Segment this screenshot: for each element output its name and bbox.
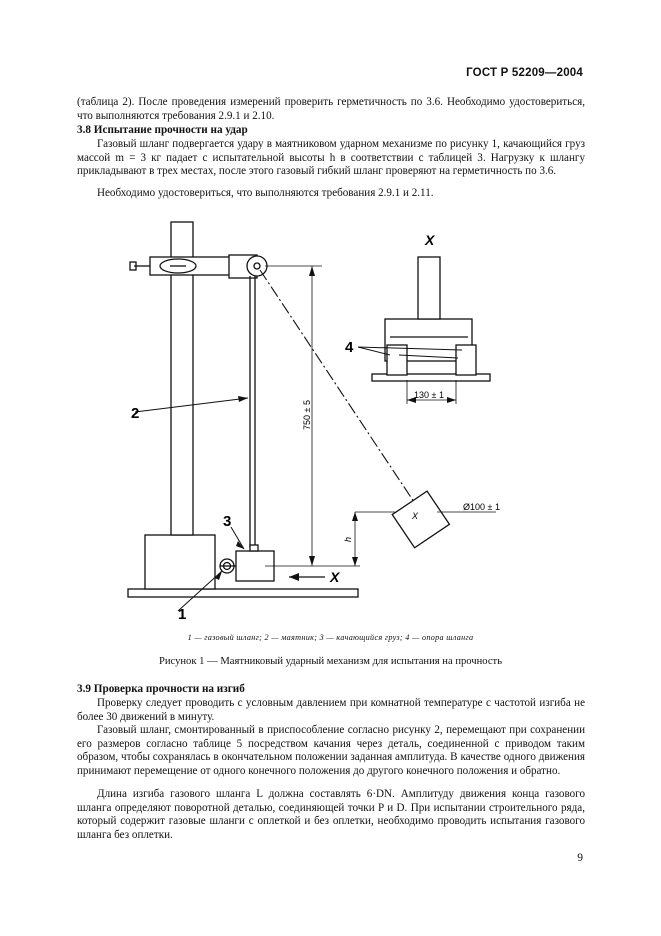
support-left [387, 345, 407, 375]
page-number: 9 [577, 852, 583, 864]
figure-caption: Рисунок 1 — Маятниковый ударный механизм для испытания на прочность [158, 656, 503, 667]
document-header: ГОСТ Р 52209—2004 [466, 67, 583, 79]
label-x-weight: X [412, 511, 419, 521]
label-750: 750 ± 5 [302, 400, 312, 430]
section-3-9-paragraph-3: Длина изгиба газового шланга L должна составлять 6·DN. Амплитуду движения конца газового шланга определяют поворотной деталью, соединяющей точки P и D. При испытании строительного ряда, который содержит газовые шланги с оплеткой и без оплетки, необходимо проводить испытания газового шланга без оплетки. [77, 788, 585, 842]
label-x-top: X [425, 232, 435, 248]
label-x-bottom: X [330, 569, 340, 585]
label-2: 2 [131, 405, 140, 422]
pivot [247, 256, 267, 276]
figure-pendulum-impact-mechanism [0, 220, 661, 625]
section-3-8-paragraph-1: Газовый шланг подвергается удару в маятниковом ударном механизме по рисунку 1, качающийся груз массой m = 3 кг падает с испытательной высоты h в соответствии с таблицей 3. Нагрузку к шлангу прикладывают в трех местах, после этого газовый гибкий шланг проверяют на герметичность по 3.6. [77, 138, 585, 178]
section-3-9-paragraph-1: Проверку следует проводить с условным давлением при комнатной температуре с частотой изгиба не более 30 движений в минуту. [77, 697, 585, 723]
base-plate [128, 589, 358, 597]
paragraph-continuation: (таблица 2). После проведения измерений проверить герметичность по 3.6. Необходимо удостовериться, что выполняются требования 2.9.1 и 2.10. [77, 96, 585, 122]
label-1: 1 [178, 606, 187, 623]
label-4: 4 [345, 339, 354, 356]
section-heading-3-8: 3.8 Испытание прочности на удар [77, 124, 248, 136]
label-h: h [343, 536, 353, 542]
section-heading-3-9: 3.9 Проверка прочности на изгиб [77, 683, 245, 695]
label-130: 130 ± 1 [414, 390, 444, 400]
column-base [145, 535, 215, 589]
section-3-8-paragraph-2: Необходимо удостовериться, что выполняются требования 2.9.1 и 2.11. [97, 187, 434, 199]
section-3-9-paragraph-2: Газовый шланг, смонтированный в приспособление согласно рисунку 2, перемещают при сохранении его размеров согласно таблице 5 посредством качания через деталь, соединенной с приводом таким образом, чтобы сохранялась в окончательном положении заданная амплитуда. В качестве одного движения принимают перемещение от одного конечного положения до другого конечного положения и обратно. [77, 724, 585, 778]
label-diameter-100: Ø100 ± 1 [463, 502, 500, 512]
swing-path [260, 270, 418, 508]
swinging-weight-raised [392, 491, 449, 548]
figure-legend: 1 — газовый шланг; 2 — маятник; 3 — качающийся груз; 4 — опора шланга [187, 633, 474, 642]
label-3: 3 [223, 513, 232, 530]
support-rod [418, 257, 440, 319]
